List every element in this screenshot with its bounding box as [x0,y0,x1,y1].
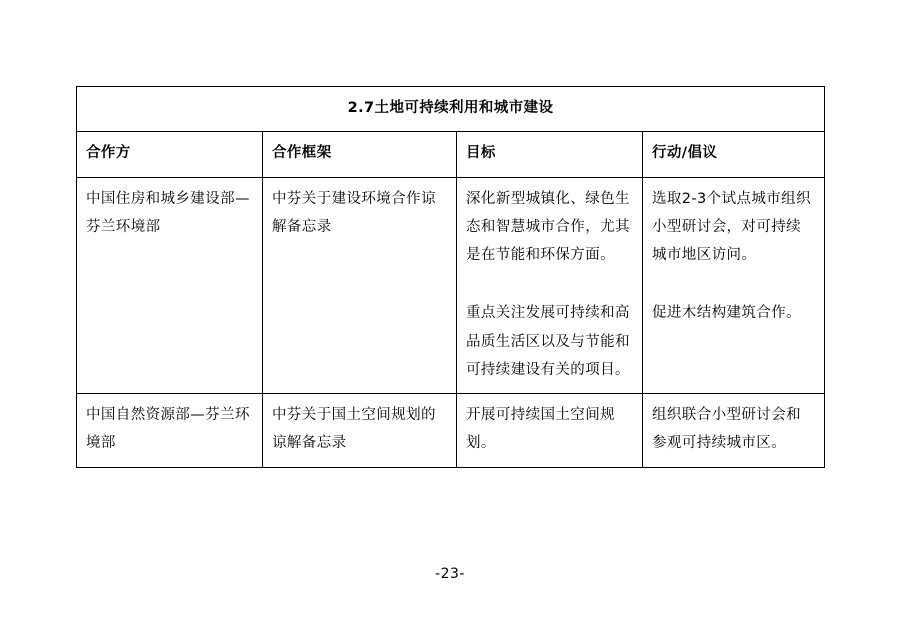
cell-partner [77,177,263,394]
cell-framework [263,394,457,468]
cell-goal [457,177,643,394]
cell-framework [263,177,457,394]
column-header-framework: 合作框架 [263,132,457,177]
cell-goal [457,394,643,468]
cell-partner [77,394,263,468]
table-header-row [77,132,825,177]
cooperation-table [76,86,825,468]
cell-paragraph: 中芬关于建设环境合作谅解备忘录 [272,190,436,235]
column-header-goal: 目标 [457,132,643,177]
page-number: -23- [435,566,465,582]
cell-paragraph: 重点关注发展可持续和高品质生活区以及与节能和可持续建设有关的项目。 [466,305,630,378]
column-header-actions: 行动/倡议 [643,132,825,177]
cell-paragraph: 开展可持续国土空间规划。 [466,407,615,452]
cell-actions [643,177,825,394]
cell-paragraph: 中芬关于国土空间规划的谅解备忘录 [272,407,436,452]
table-title: 2.7土地可持续利用和城市建设 [77,87,825,132]
table-row [77,177,825,394]
cell-paragraph: 组织联合小型研讨会和参观可持续城市区。 [652,407,801,452]
table-row [77,394,825,468]
column-header-partner: 合作方 [77,132,263,177]
cell-actions [643,394,825,468]
cell-paragraph: 选取2-3个试点城市组织小型研讨会，对可持续城市地区访问。 [652,190,811,264]
cell-paragraph: 中国住房和城乡建设部—芬兰环境部 [86,190,250,235]
cell-paragraph: 促进木结构建筑合作。 [652,305,801,322]
cell-paragraph: 中国自然资源部—芬兰环境部 [86,407,250,452]
cell-paragraph: 深化新型城镇化、绿色生态和智慧城市合作，尤其是在节能和环保方面。 [466,190,630,264]
table-title-row [77,87,825,132]
